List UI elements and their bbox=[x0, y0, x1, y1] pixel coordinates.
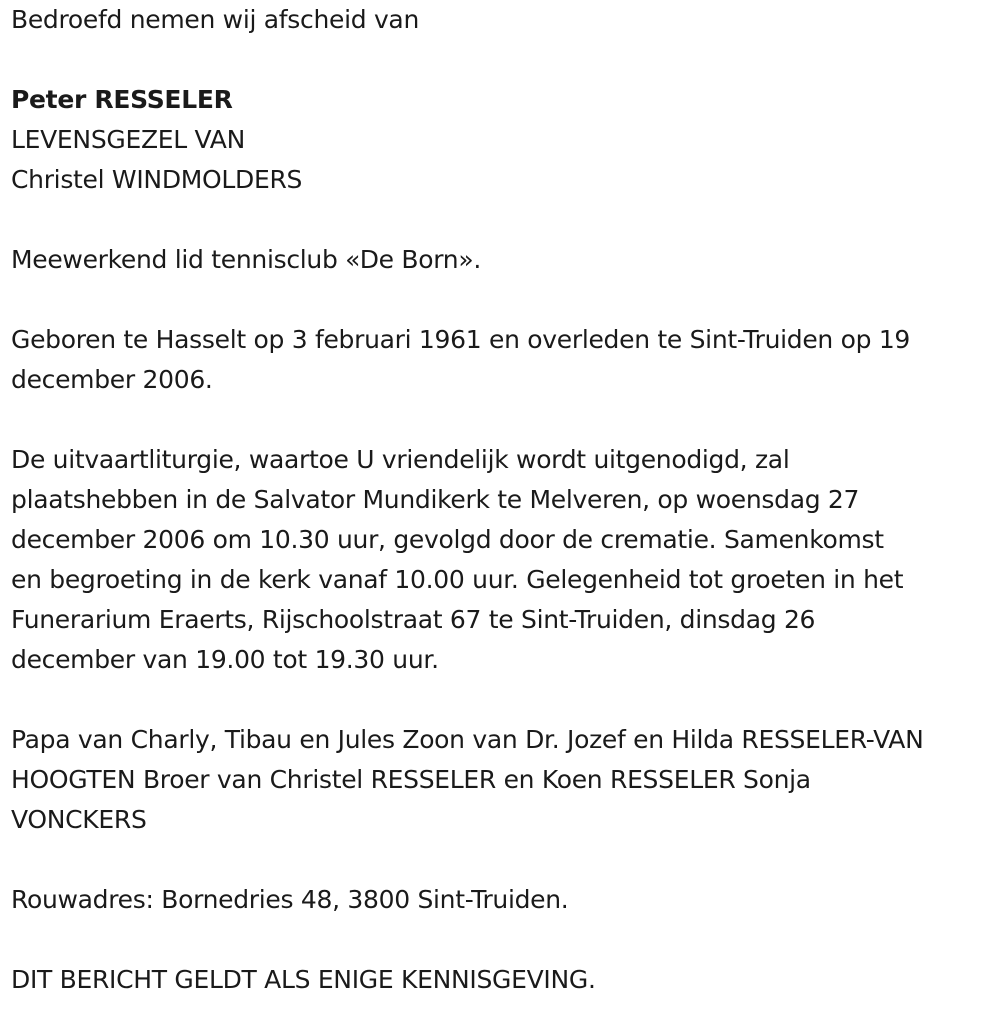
paragraph-line: december 2006. bbox=[11, 365, 213, 394]
spacer bbox=[11, 920, 991, 960]
spacer bbox=[11, 40, 991, 80]
relation-text: LEVENSGEZEL VAN bbox=[11, 125, 245, 154]
deceased-name: Peter RESSELER bbox=[11, 85, 233, 114]
paragraph-line: Papa van Charly, Tibau en Jules Zoon van Dr. Jozef en Hilda RESSELER-VAN bbox=[11, 725, 924, 754]
ceremony-paragraph bbox=[11, 440, 991, 680]
birth-death-paragraph bbox=[11, 320, 991, 400]
paragraph-line: VONCKERS bbox=[11, 805, 147, 834]
paragraph-line: december van 19.00 tot 19.30 uur. bbox=[11, 645, 439, 674]
paragraph-line: Geboren te Hasselt op 3 februari 1961 en overleden te Sint-Truiden op 19 bbox=[11, 325, 911, 354]
spacer bbox=[11, 840, 991, 880]
closing-text: DIT BERICHT GELDT ALS ENIGE KENNISGEVING. bbox=[11, 965, 596, 994]
spacer bbox=[11, 400, 991, 440]
paragraph-line: De uitvaartliturgie, waartoe U vriendelijk wordt uitgenodigd, zal bbox=[11, 445, 790, 474]
death-notice bbox=[11, 0, 991, 1000]
spacer bbox=[11, 200, 991, 240]
membership-text: Meewerkend lid tennisclub «De Born». bbox=[11, 245, 481, 274]
paragraph-line: Funerarium Eraerts, Rijschoolstraat 67 te Sint-Truiden, dinsdag 26 bbox=[11, 605, 816, 634]
family-paragraph bbox=[11, 720, 991, 840]
spacer bbox=[11, 280, 991, 320]
paragraph-line: plaatshebben in de Salvator Mundikerk te Melveren, op woensdag 27 bbox=[11, 485, 860, 514]
address-text: Rouwadres: Bornedries 48, 3800 Sint-Truiden. bbox=[11, 885, 569, 914]
intro-text: Bedroefd nemen wij afscheid van bbox=[11, 5, 419, 34]
spacer bbox=[11, 680, 991, 720]
paragraph-line: en begroeting in de kerk vanaf 10.00 uur. Gelegenheid tot groeten in het bbox=[11, 565, 904, 594]
partner-name: Christel WINDMOLDERS bbox=[11, 165, 303, 194]
paragraph-line: december 2006 om 10.30 uur, gevolgd door de crematie. Samenkomst bbox=[11, 525, 884, 554]
paragraph-line: HOOGTEN Broer van Christel RESSELER en Koen RESSELER Sonja bbox=[11, 765, 811, 794]
